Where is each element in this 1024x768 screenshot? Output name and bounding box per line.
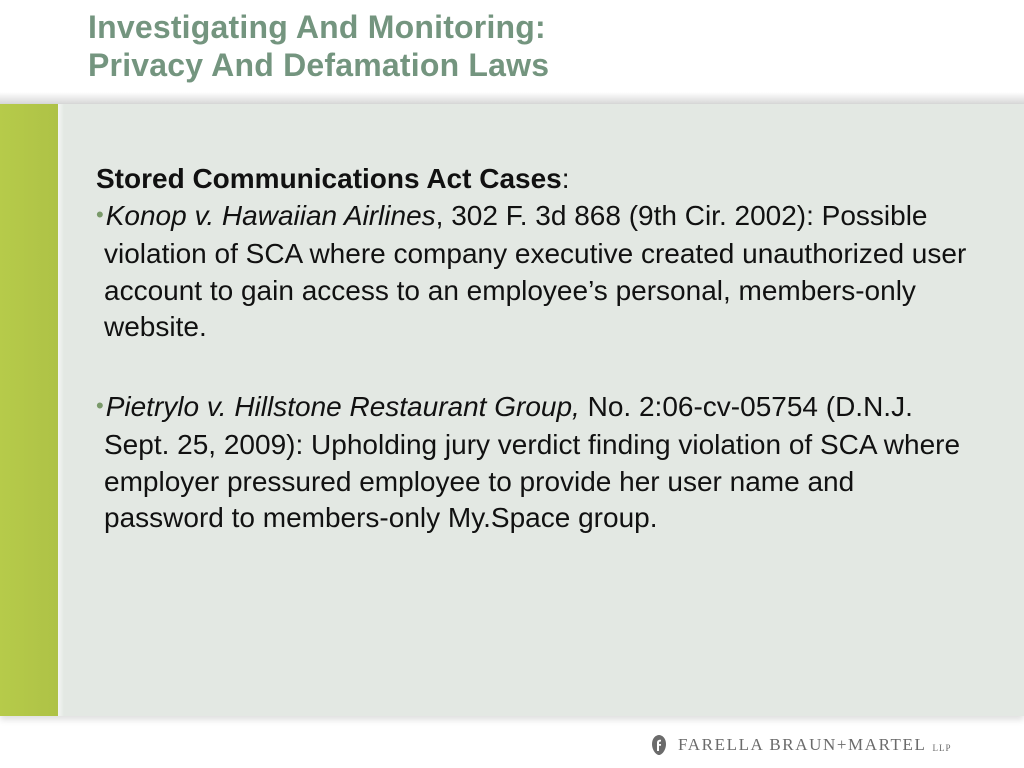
case-item	[96, 389, 976, 537]
slide-body	[96, 161, 976, 537]
firm-name: FARELLA BRAUN+MARTEL	[678, 735, 927, 754]
case-item	[96, 198, 976, 346]
accent-bar	[0, 104, 58, 716]
firm-logo	[652, 734, 952, 756]
case-name: Pietrylo v. Hillstone Restaurant Group,	[105, 390, 580, 422]
firm-logo-mark-icon	[652, 735, 666, 755]
bullet-icon: •	[96, 201, 104, 227]
section-heading	[96, 161, 976, 198]
firm-suffix: LLP	[932, 743, 952, 753]
slide-title-line-2: Privacy And Defamation Laws	[88, 47, 550, 83]
section-heading-text: Stored Communications Act Cases	[96, 163, 562, 194]
case-citation: , 302 F. 3d 868 (9th Cir. 2002): Possible violation of SCA where company executive created unauthorized user account to gain access to an employee’s personal, members-only website.	[104, 199, 967, 342]
case-name: Konop v. Hawaiian Airlines	[105, 199, 436, 231]
case-citation: No. 2:06-cv-05754 (D.N.J. Sept. 25, 2009): Upholding jury verdict finding violation of SCA where employer pressured employee to provide her user name and password to members-only My.Space group.	[104, 390, 961, 533]
bullet-icon: •	[96, 392, 104, 418]
accent-bar-edge	[58, 104, 64, 716]
slide-title-line-1: Investigating And Monitoring:	[88, 9, 546, 45]
slide-title	[88, 8, 549, 84]
case-spacer	[96, 346, 976, 389]
section-heading-colon: :	[561, 163, 570, 194]
